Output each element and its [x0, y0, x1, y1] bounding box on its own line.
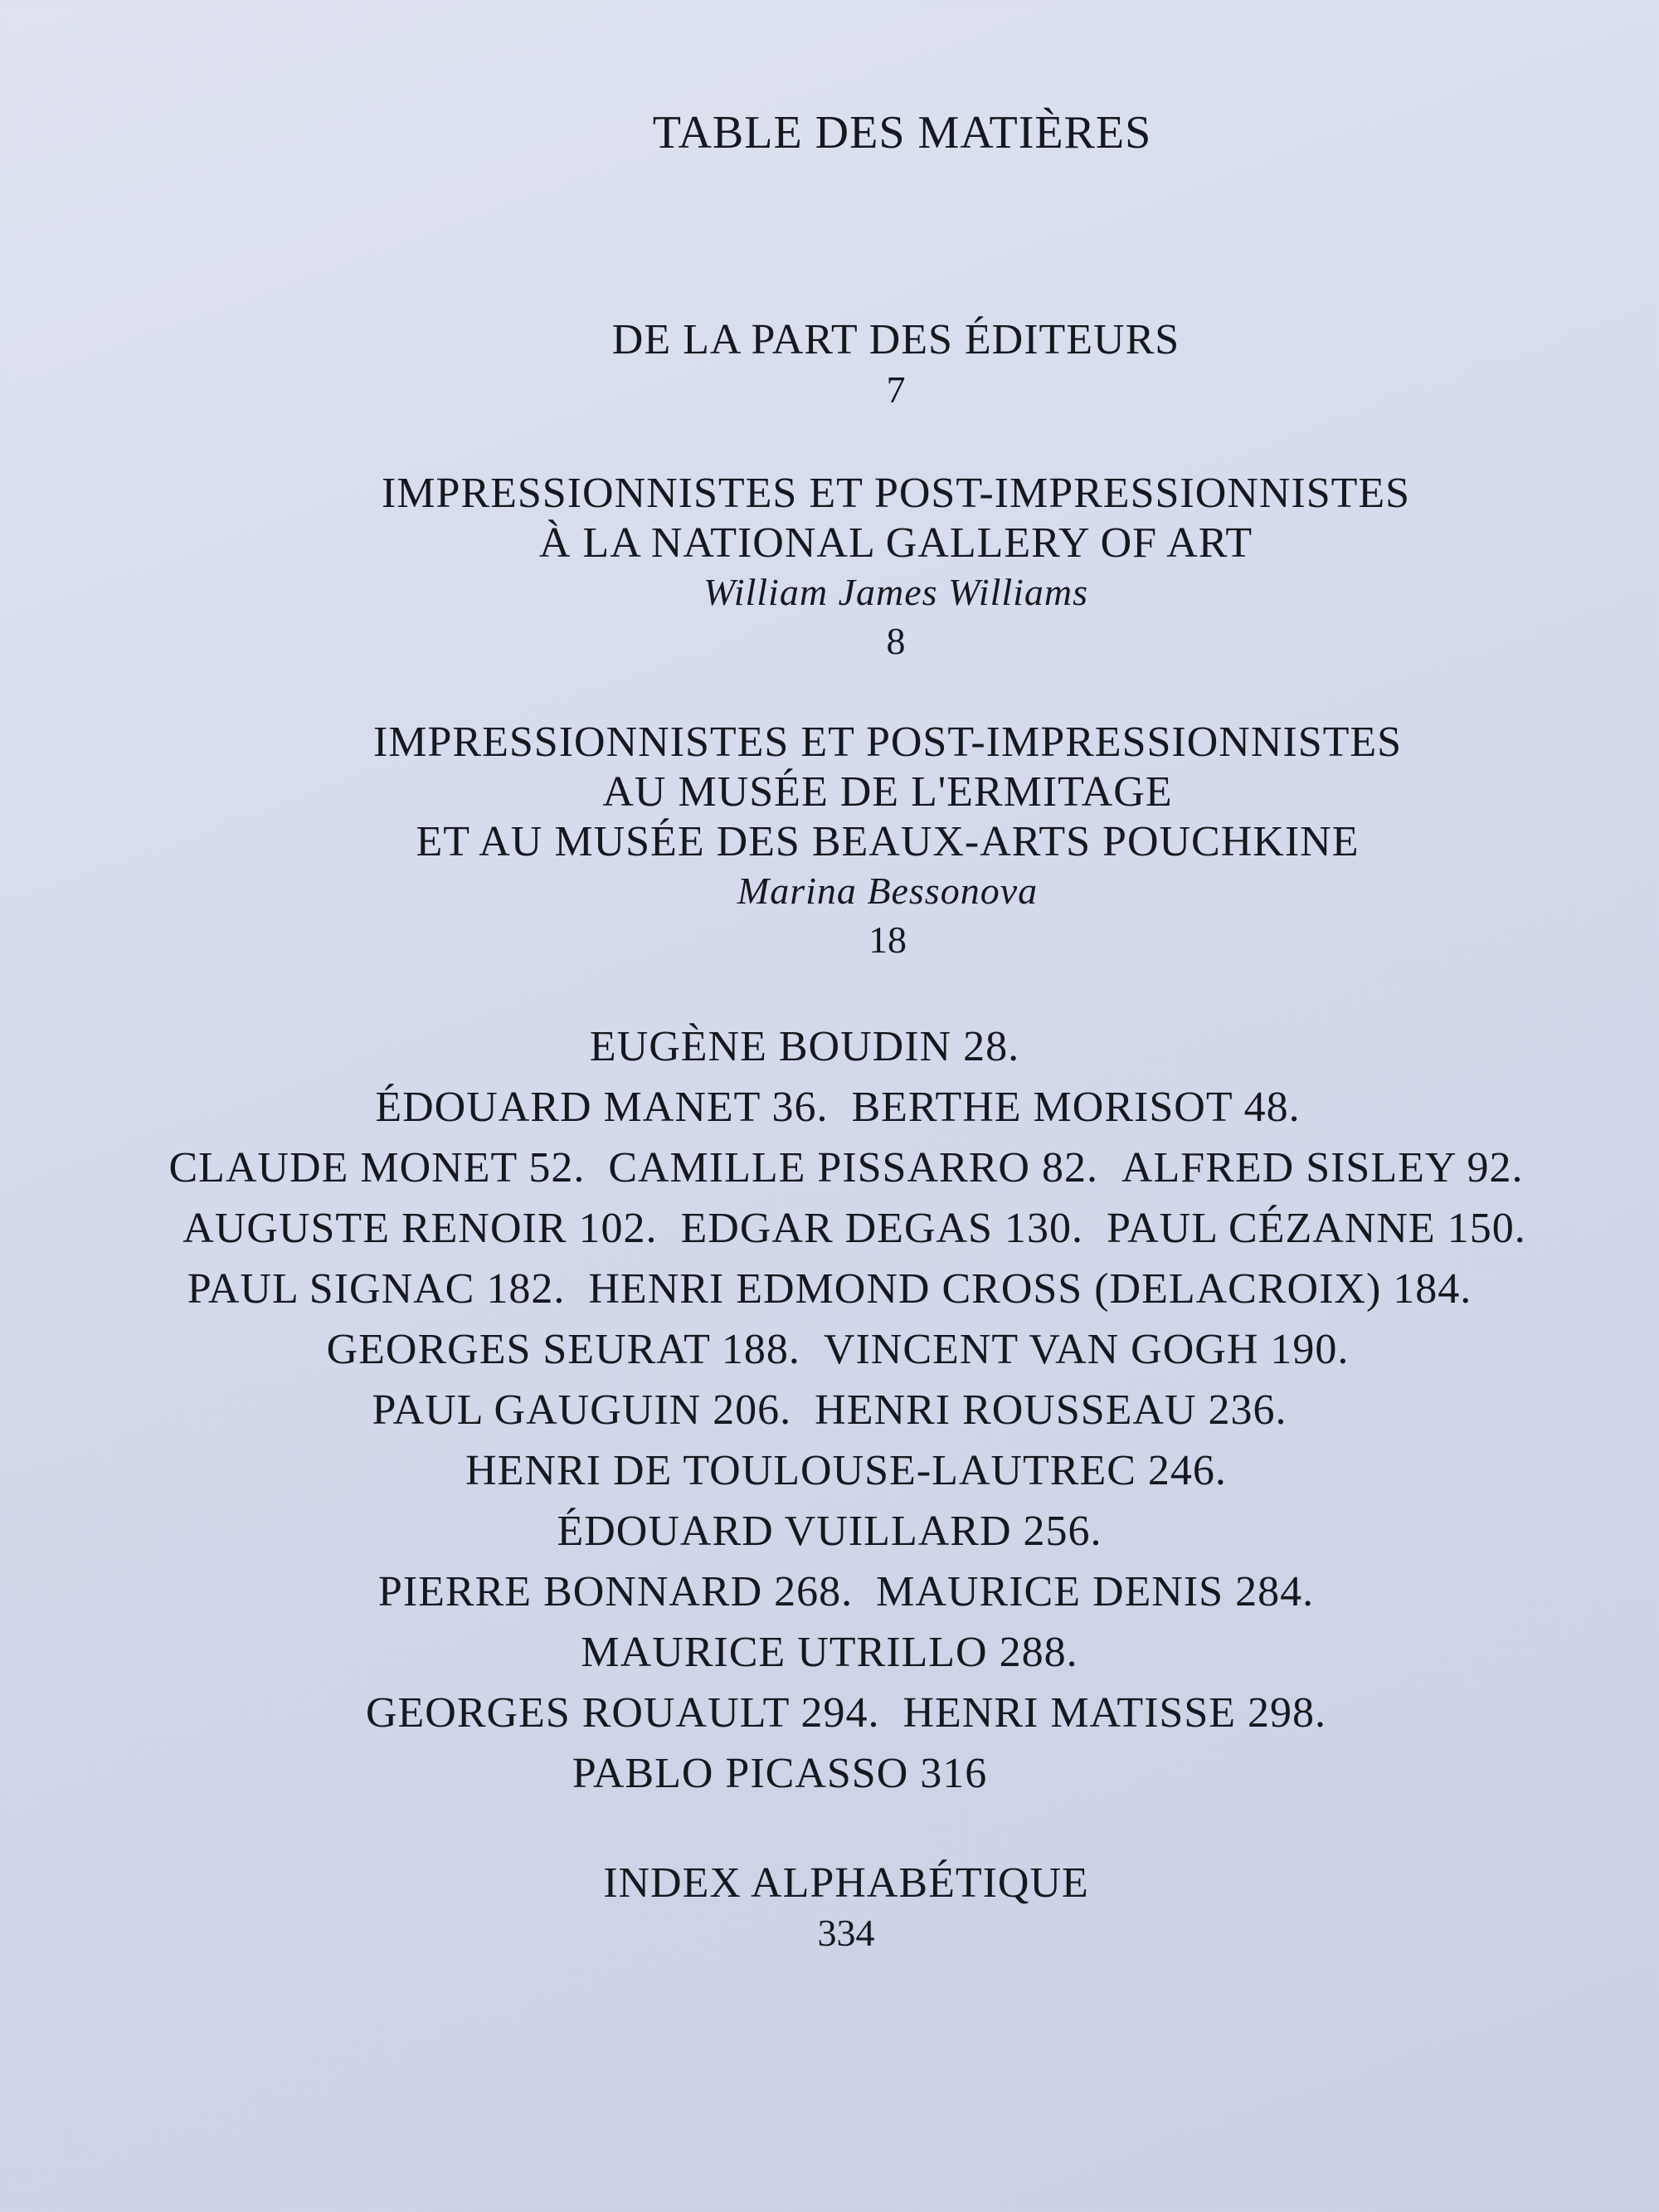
artist-entry [327, 1326, 800, 1373]
artist-entry [902, 1689, 1326, 1737]
artist-entry [182, 1205, 657, 1252]
artist-line [0, 1743, 1609, 1804]
artist-entry [588, 1265, 1472, 1313]
artist-page-number: 294. [800, 1689, 880, 1737]
artist-name: MAURICE UTRILLO [581, 1629, 988, 1676]
artist-entry [876, 1568, 1314, 1615]
toc-section-national-gallery [66, 469, 1659, 666]
section-page-number: 8 [886, 620, 906, 662]
page-title: TABLE DES MATIÈRES [652, 107, 1152, 158]
artist-line [25, 1198, 1659, 1259]
section-author: William James Williams [703, 571, 1089, 613]
artist-page-number: 130. [1004, 1205, 1083, 1252]
artist-name: BERTHE MORISOT [851, 1084, 1233, 1131]
artist-page-number: 150. [1447, 1205, 1526, 1252]
artist-entry [366, 1689, 880, 1737]
section-heading: IMPRESSIONNISTES ET POST-IMPRESSIONNISTES [372, 719, 1403, 766]
artist-page-number: 52. [528, 1144, 586, 1191]
artist-line [17, 1683, 1659, 1743]
artist-entry [1121, 1144, 1524, 1191]
artist-line [8, 1077, 1659, 1138]
artist-name: CAMILLE PISSARRO [608, 1144, 1030, 1191]
artist-line [0, 1501, 1659, 1562]
artist-name: AUGUSTE RENOIR [182, 1205, 567, 1252]
artist-line [0, 1259, 1659, 1319]
artist-page-number: 184. [1393, 1265, 1472, 1313]
artist-name: MAURICE DENIS [876, 1568, 1224, 1615]
artist-name: ÉDOUARD MANET [375, 1084, 761, 1131]
artist-name: EUGÈNE BOUDIN [589, 1023, 952, 1070]
artist-name: CLAUDE MONET [168, 1144, 518, 1191]
artist-page-number: 246. [1147, 1447, 1227, 1494]
artist-name: ÉDOUARD VUILLARD [557, 1508, 1012, 1555]
section-page-number: 334 [817, 1912, 875, 1954]
toc-section-index [17, 1859, 1659, 1958]
artist-page-number: 82. [1041, 1144, 1098, 1191]
artist-page-number: 236. [1208, 1386, 1287, 1434]
artist-name: EDGAR DEGAS [680, 1205, 993, 1252]
artist-entry [590, 1023, 1019, 1070]
artist-page-number: 206. [713, 1386, 792, 1434]
artist-page-number: 28. [963, 1023, 1020, 1070]
artist-line [0, 1380, 1659, 1440]
artist-entry [557, 1508, 1102, 1555]
section-heading: À LA NATIONAL GALLERY OF ART [538, 519, 1253, 567]
artist-name: ALFRED SISLEY [1121, 1144, 1456, 1191]
artist-page-number: 182. [486, 1265, 566, 1313]
artist-entry [1107, 1205, 1526, 1252]
section-heading: AU MUSÉE DE L'ERMITAGE [602, 768, 1173, 816]
artist-page-number: 284. [1235, 1568, 1315, 1615]
artist-entry [378, 1568, 853, 1615]
artist-entry [572, 1750, 988, 1797]
artist-page-number: 102. [578, 1205, 658, 1252]
artist-entry [375, 1084, 828, 1131]
artist-entry [851, 1084, 1300, 1131]
section-heading: IMPRESSIONNISTES ET POST-IMPRESSIONNISTES [381, 470, 1411, 517]
artist-entry [372, 1386, 791, 1434]
artist-page-number: 316 [920, 1750, 988, 1797]
artist-page-number: 92. [1467, 1144, 1524, 1191]
section-heading: DE LA PART DES ÉDITEURS [611, 316, 1180, 363]
toc-section-editors [66, 315, 1659, 415]
artist-page-number: 268. [774, 1568, 854, 1615]
artist-line [17, 1138, 1659, 1198]
artist-entry [815, 1386, 1287, 1434]
artist-entry [465, 1447, 1227, 1494]
artist-entry [608, 1144, 1098, 1191]
artist-name: HENRI ROUSSEAU [815, 1386, 1197, 1434]
artist-page-number: 256. [1023, 1508, 1102, 1555]
toc-section-ermitage [58, 718, 1659, 965]
artist-entry [824, 1326, 1349, 1373]
artist-line [0, 1622, 1659, 1683]
artist-name: HENRI DE TOULOUSE-LAUTREC [465, 1447, 1136, 1494]
artist-entry [169, 1144, 586, 1191]
artist-name: HENRI EDMOND CROSS (DELACROIX) [588, 1265, 1382, 1313]
artist-page-number: 36. [771, 1084, 829, 1131]
artist-page-number: 48. [1243, 1084, 1301, 1131]
artist-line [8, 1319, 1659, 1380]
section-author: Marina Bessonova [737, 870, 1039, 912]
section-page-number: 7 [886, 368, 906, 411]
artist-page-number: 190. [1270, 1326, 1350, 1373]
artist-name: PAUL CÉZANNE [1106, 1205, 1436, 1252]
artist-line [0, 1016, 1634, 1077]
artist-page-number: 298. [1248, 1689, 1327, 1737]
artist-name: GEORGES ROUAULT [365, 1689, 790, 1737]
artist-entry [187, 1265, 566, 1313]
artist-entry [581, 1629, 1078, 1676]
section-heading: INDEX ALPHABÉTIQUE [603, 1859, 1089, 1907]
artist-line [17, 1440, 1659, 1501]
artist-name: VINCENT VAN GOGH [823, 1326, 1259, 1373]
artist-entry [681, 1205, 1083, 1252]
artist-name: GEORGES SEURAT [326, 1326, 710, 1373]
artist-name: PABLO PICASSO [572, 1750, 909, 1797]
section-page-number: 18 [868, 918, 907, 961]
artist-name: HENRI MATISSE [902, 1689, 1237, 1737]
artist-name: PAUL GAUGUIN [372, 1386, 702, 1434]
artist-name: PAUL SIGNAC [187, 1265, 475, 1313]
artist-page-number: 288. [999, 1629, 1078, 1676]
section-heading: ET AU MUSÉE DES BEAUX-ARTS POUCHKINE [416, 818, 1360, 865]
artist-page-number: 188. [721, 1326, 800, 1373]
artist-list [0, 1016, 1659, 1804]
artist-name: PIERRE BONNARD [377, 1568, 763, 1615]
artist-line [17, 1562, 1659, 1622]
